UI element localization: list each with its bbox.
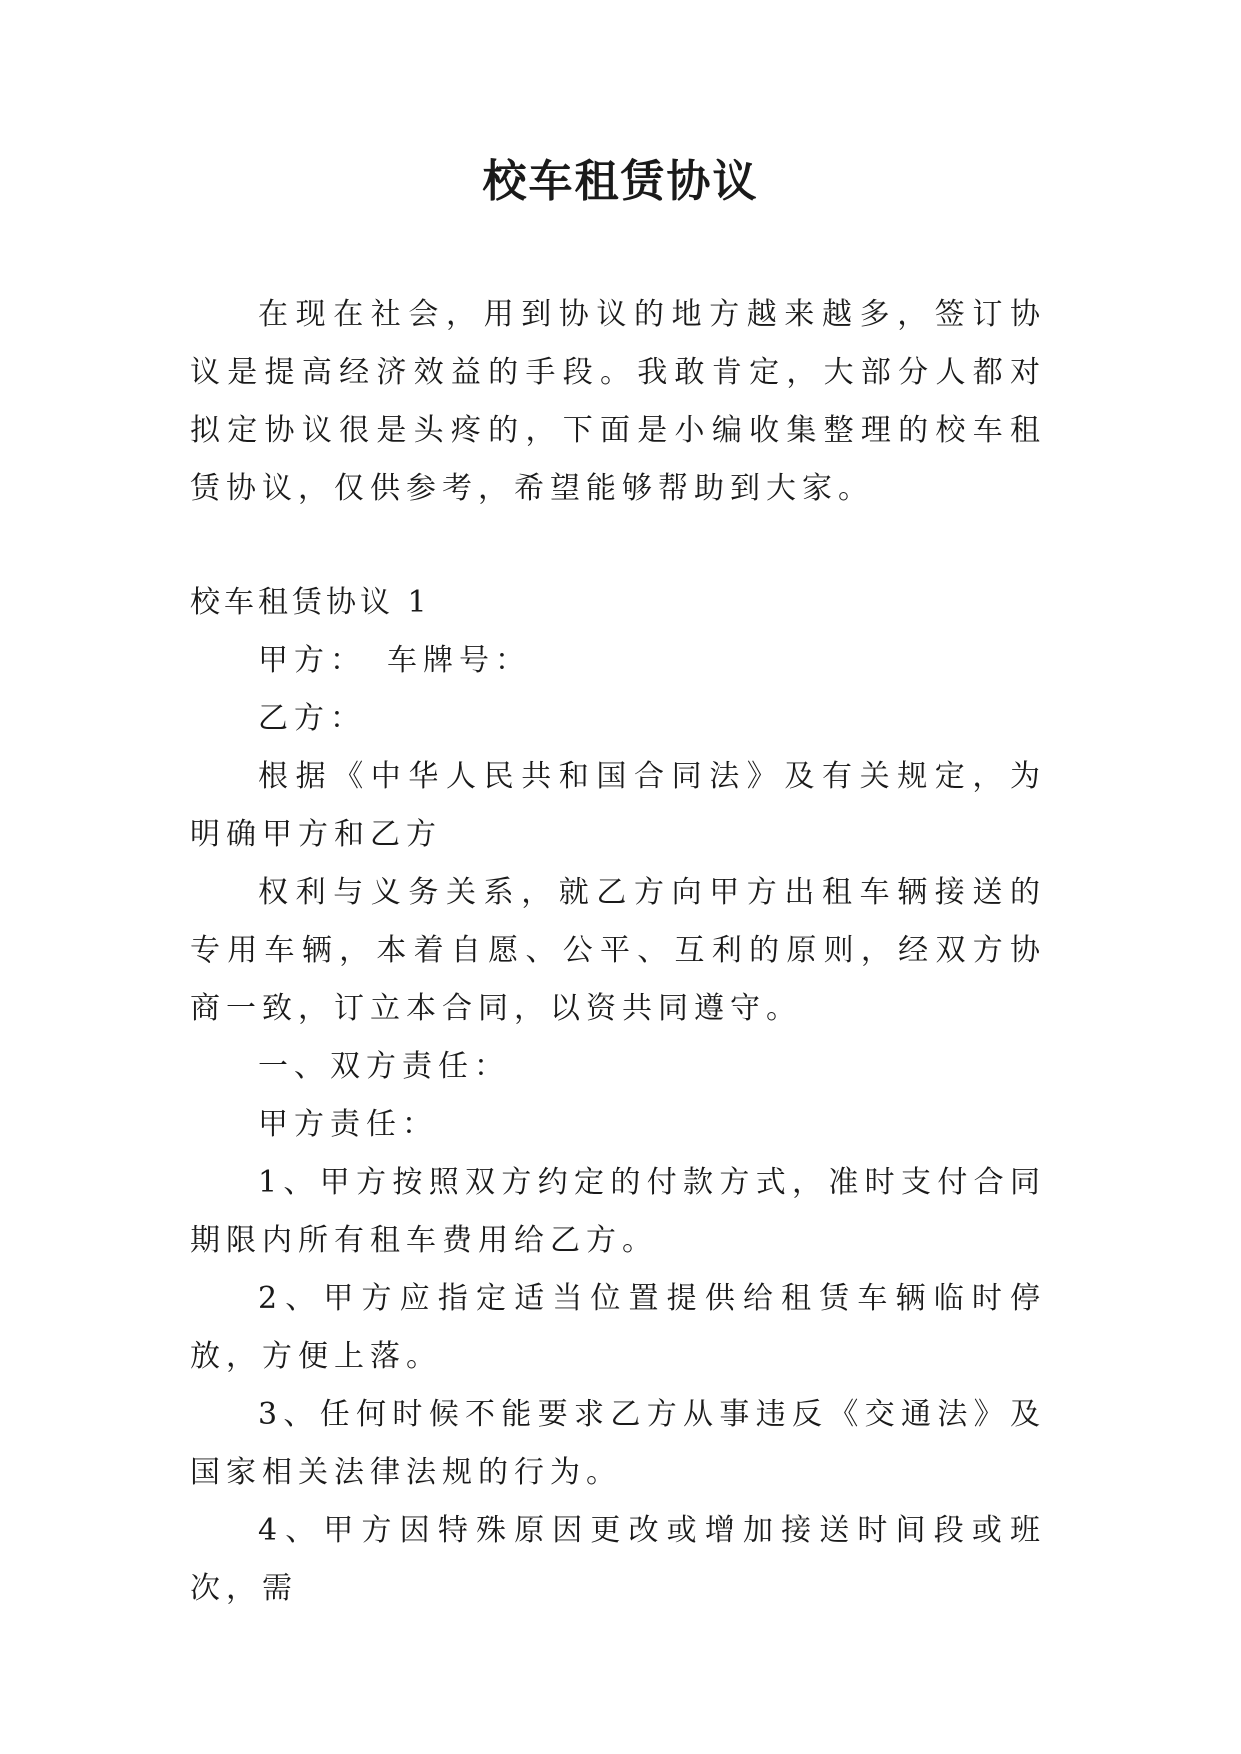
- party-a-line: 甲方： 车牌号：: [258, 643, 531, 678]
- responsibilities-heading: 一、双方责任：: [258, 1049, 510, 1084]
- party-b-line: 乙方：: [258, 701, 366, 736]
- legal-basis-paragraph: 根据《中华人民共和国合同法》及有关规定，为明确甲方和乙方: [190, 759, 1046, 852]
- clause-2: 2、甲方应指定适当位置提供给租赁车辆临时停放，方便上落。: [190, 1281, 1046, 1374]
- clause-4: 4、甲方因特殊原因更改或增加接送时间段或班次，需: [190, 1513, 1046, 1606]
- section-heading: 校车租赁协议 1: [190, 585, 431, 620]
- party-a-responsibilities-heading: 甲方责任：: [258, 1107, 438, 1142]
- clause-3: 3、任何时候不能要求乙方从事违反《交通法》及国家相关法律法规的行为。: [190, 1397, 1046, 1490]
- purpose-paragraph: 权利与义务关系，就乙方向甲方出租车辆接送的专用车辆，本着自愿、公平、互利的原则，经双方协商一致，订立本合同，以资共同遵守。: [190, 875, 1046, 1026]
- agreement-body: [190, 632, 1046, 1618]
- intro-paragraph: 在现在社会，用到协议的地方越来越多，签订协议是提高经济效益的手段。我敢肯定，大部分人都对拟定协议很是头疼的，下面是小编收集整理的校车租赁协议，仅供参考，希望能够帮助到大家。: [190, 297, 1046, 506]
- document-title: 校车租赁协议: [482, 156, 759, 207]
- clause-1: 1、甲方按照双方约定的付款方式，准时支付合同期限内所有租车费用给乙方。: [190, 1165, 1046, 1258]
